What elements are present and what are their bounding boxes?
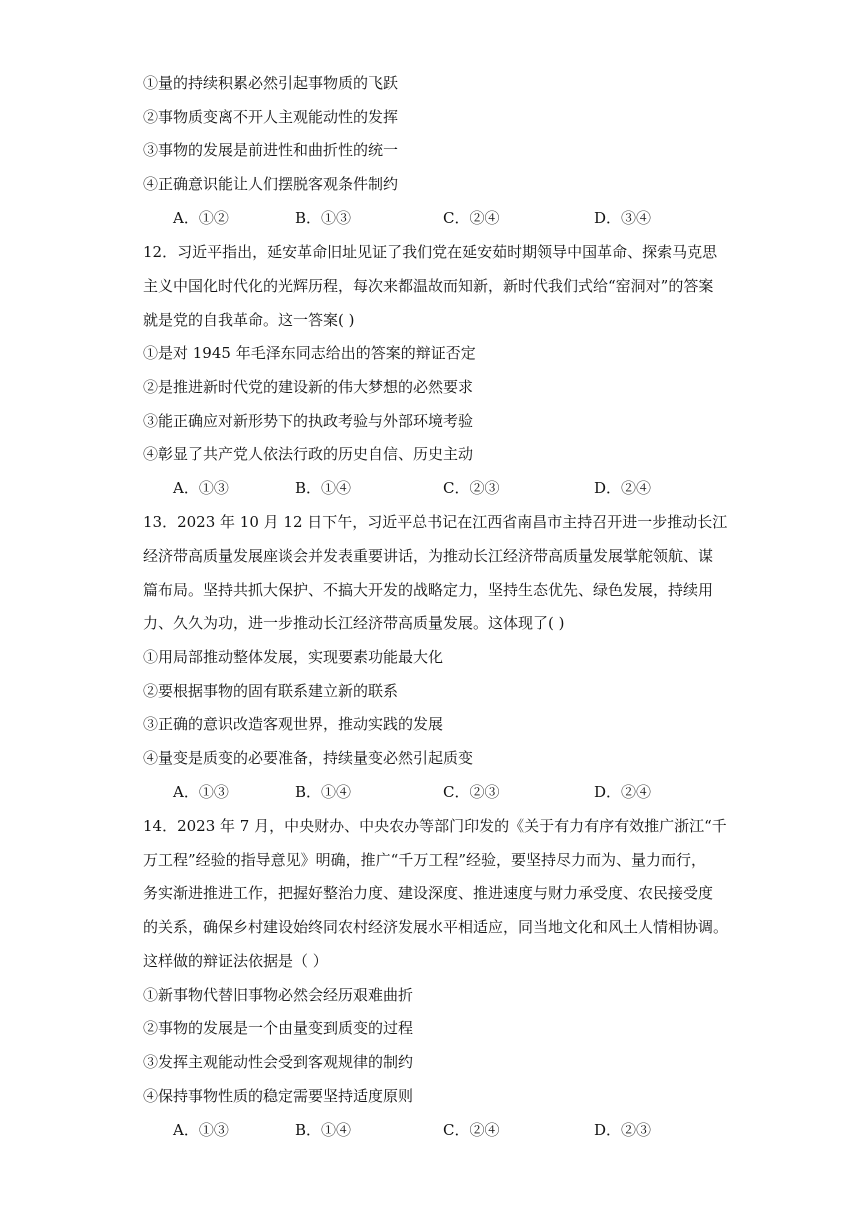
q13-stem-line-3: 篇布局。坚持共抓大保护、不搞大开发的战略定力，坚持生态优先、绿色发展，持续用 (143, 581, 714, 599)
q14-stem-line-4: 的关系，确保乡村建设始终同农村经济发展水平相适应，同当地文化和风土人情相协调。 (143, 918, 729, 936)
q12-choice-d: D．②④ (594, 479, 652, 497)
q14-stem-line-5: 这样做的辩证法依据是（ ） (143, 952, 328, 970)
q13-choice-d: D．②④ (594, 783, 652, 801)
q11-choice-a: A．①② (173, 209, 229, 227)
q12-choice-a: A．①③ (173, 479, 229, 497)
q14-stem-line-2: 万工程”经验的指导意见》明确，推广“千万工程”经验，要坚持尽力而为、量力而行， (143, 851, 707, 869)
q13-choice-c: C．②③ (443, 783, 500, 801)
q14-choice-b: B．①④ (295, 1121, 352, 1139)
q13-stem-line-4: 力、久久为功，进一步推动长江经济带高质量发展。这体现了( ) (143, 614, 565, 632)
q11-option-3: ③事物的发展是前进性和曲折性的统一 (143, 141, 399, 159)
q14-option-3: ③发挥主观能动性会受到客观规律的制约 (143, 1053, 414, 1071)
q13-option-2: ②要根据事物的固有联系建立新的联系 (143, 682, 399, 700)
q11-choice-c: C．②④ (443, 209, 500, 227)
q14-option-1: ①新事物代替旧事物必然会经历艰难曲折 (143, 986, 414, 1004)
q14-choice-d: D．②③ (594, 1121, 652, 1139)
q13-choice-b: B．①④ (295, 783, 352, 801)
q11-choice-b: B．①③ (295, 209, 352, 227)
q12-option-3: ③能正确应对新形势下的执政考验与外部环境考验 (143, 412, 474, 430)
q14-option-4: ④保持事物性质的稳定需要坚持适度原则 (143, 1087, 414, 1105)
q14-option-2: ②事物的发展是一个由量变到质变的过程 (143, 1019, 414, 1037)
q13-option-4: ④量变是质变的必要准备，持续量变必然引起质变 (143, 749, 474, 767)
q12-stem-line-2: 主义中国化时代化的光辉历程，每次来都温故而知新，新时代我们式给“窑洞对”的答案 (143, 277, 714, 295)
q12-option-1: ①是对 1945 年毛泽东同志给出的答案的辩证否定 (143, 344, 476, 362)
q12-stem-line-3: 就是党的自我革命。这一答案( ) (143, 311, 355, 329)
q14-choice-a: A．①③ (173, 1121, 229, 1139)
q13-stem-line-2: 经济带高质量发展座谈会并发表重要讲话，为推动长江经济带高质量发展掌舵领航、谋 (143, 547, 714, 565)
q12-option-4: ④彰显了共产党人依法行政的历史自信、历史主动 (143, 445, 474, 463)
q14-stem-line-3: 务实渐进推进工作，把握好整治力度、建设深度、推进速度与财力承受度、农民接受度 (143, 884, 714, 902)
q14-choice-c: C．②④ (443, 1121, 500, 1139)
q13-choice-a: A．①③ (173, 783, 229, 801)
q12-choice-b: B．①④ (295, 479, 352, 497)
q12-stem-line-1: 12．习近平指出，延安革命旧址见证了我们党在延安茹时期领导中国革命、探索马克思 (143, 243, 718, 261)
q13-option-3: ③正确的意识改造客观世界，推动实践的发展 (143, 715, 444, 733)
q11-option-1: ①量的持续积累必然引起事物质的飞跃 (143, 74, 399, 92)
q12-choice-c: C．②③ (443, 479, 500, 497)
q11-choice-d: D．③④ (594, 209, 652, 227)
q13-option-1: ①用局部推动整体发展，实现要素功能最大化 (143, 648, 444, 666)
q11-option-2: ②事物质变离不开人主观能动性的发挥 (143, 108, 399, 126)
q12-option-2: ②是推进新时代党的建设新的伟大梦想的必然要求 (143, 378, 474, 396)
q13-stem-line-1: 13．2023 年 10 月 12 日下午，习近平总书记在江西省南昌市主持召开进一步推动长江 (143, 513, 728, 531)
q11-option-4: ④正确意识能让人们摆脱客观条件制约 (143, 175, 399, 193)
q14-stem-line-1: 14．2023 年 7 月，中央财办、中央农办等部门印发的《关于有力有序有效推广浙江“千 (143, 817, 727, 835)
